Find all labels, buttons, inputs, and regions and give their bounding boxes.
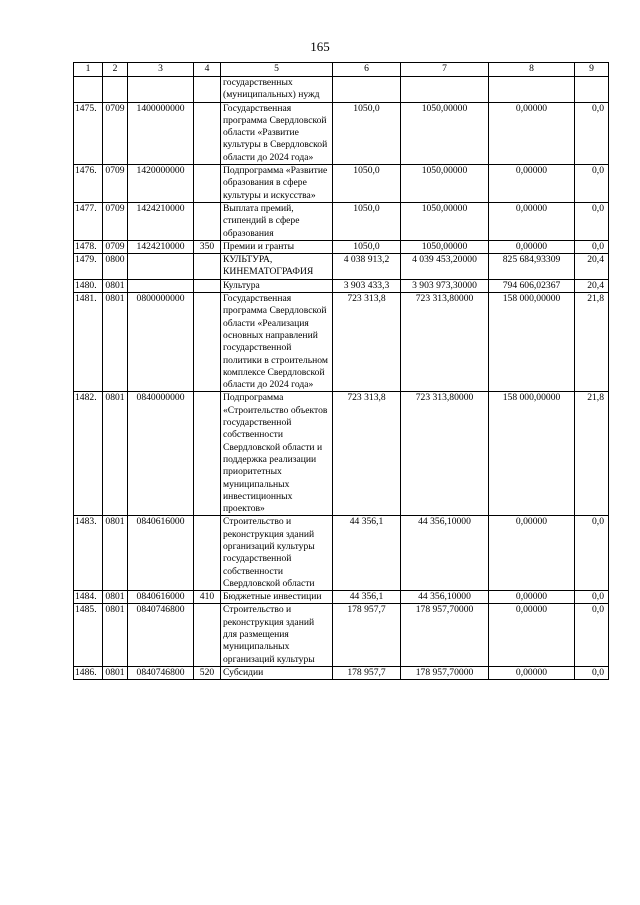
percent-value: 20,4 xyxy=(575,254,609,280)
table-row xyxy=(74,279,609,292)
row-number xyxy=(74,77,103,103)
plan-value: 44 356,1 xyxy=(333,591,401,604)
expense-type xyxy=(194,77,221,103)
row-number: 1483. xyxy=(74,516,103,591)
section-code: 0801 xyxy=(103,604,128,666)
target-code xyxy=(128,77,194,103)
executed-value: 825 684,93309 xyxy=(489,254,575,280)
table-row xyxy=(74,254,609,280)
percent-value: 0,0 xyxy=(575,165,609,203)
target-code: 1400000000 xyxy=(128,102,194,164)
percent-value: 0,0 xyxy=(575,591,609,604)
section-code: 0709 xyxy=(103,165,128,203)
row-number: 1484. xyxy=(74,591,103,604)
header-cell: 3 xyxy=(128,63,194,77)
row-number: 1476. xyxy=(74,165,103,203)
target-code: 0840000000 xyxy=(128,392,194,516)
table-row xyxy=(74,516,609,591)
row-number: 1485. xyxy=(74,604,103,666)
percent-value xyxy=(575,77,609,103)
item-name: Подпрограмма «Строительство объектов государственной собственности Свердловской области и поддержка реализации приоритетных муниципальных инвестиционных проектов» xyxy=(221,392,333,516)
executed-value: 158 000,00000 xyxy=(489,293,575,392)
table-row xyxy=(74,591,609,604)
header-cell: 7 xyxy=(401,63,489,77)
expense-type xyxy=(194,279,221,292)
percent-value: 0,0 xyxy=(575,666,609,679)
plan-value: 723 313,8 xyxy=(333,392,401,516)
section-code: 0801 xyxy=(103,392,128,516)
percent-value: 0,0 xyxy=(575,240,609,253)
row-number: 1481. xyxy=(74,293,103,392)
target-code xyxy=(128,279,194,292)
percent-value: 0,0 xyxy=(575,604,609,666)
approved-value: 178 957,70000 xyxy=(401,604,489,666)
target-code: 0840746800 xyxy=(128,604,194,666)
header-cell: 6 xyxy=(333,63,401,77)
approved-value: 3 903 973,30000 xyxy=(401,279,489,292)
approved-value: 1050,00000 xyxy=(401,202,489,240)
expense-type xyxy=(194,165,221,203)
item-name: Культура xyxy=(221,279,333,292)
executed-value: 0,00000 xyxy=(489,604,575,666)
section-code: 0709 xyxy=(103,202,128,240)
percent-value: 0,0 xyxy=(575,202,609,240)
executed-value: 0,00000 xyxy=(489,666,575,679)
item-name: Государственная программа Свердловской области «Реализация основных направлений государственной политики в строительном комплексе Свердловской области до 2024 года» xyxy=(221,293,333,392)
item-name: Строительство и реконструкция зданий организаций культуры государственной собственности Свердловской области xyxy=(221,516,333,591)
target-code: 1424210000 xyxy=(128,202,194,240)
table-row xyxy=(74,240,609,253)
row-number: 1486. xyxy=(74,666,103,679)
table-row xyxy=(74,604,609,666)
approved-value: 723 313,80000 xyxy=(401,392,489,516)
percent-value: 0,0 xyxy=(575,102,609,164)
expense-type xyxy=(194,293,221,392)
expense-type xyxy=(194,202,221,240)
header-row xyxy=(74,63,609,77)
row-number: 1479. xyxy=(74,254,103,280)
section-code: 0800 xyxy=(103,254,128,280)
plan-value: 178 957,7 xyxy=(333,666,401,679)
section-code: 0801 xyxy=(103,591,128,604)
header-cell: 8 xyxy=(489,63,575,77)
approved-value: 44 356,10000 xyxy=(401,516,489,591)
table-row xyxy=(74,202,609,240)
executed-value: 158 000,00000 xyxy=(489,392,575,516)
table-row xyxy=(74,293,609,392)
percent-value: 0,0 xyxy=(575,516,609,591)
item-name: Бюджетные инвестиции xyxy=(221,591,333,604)
plan-value: 1050,0 xyxy=(333,240,401,253)
plan-value: 1050,0 xyxy=(333,102,401,164)
table-row xyxy=(74,77,609,103)
item-name: государственных (муниципальных) нужд xyxy=(221,77,333,103)
target-code: 1424210000 xyxy=(128,240,194,253)
target-code: 0840616000 xyxy=(128,591,194,604)
section-code: 0801 xyxy=(103,516,128,591)
plan-value xyxy=(333,77,401,103)
header-cell: 5 xyxy=(221,63,333,77)
executed-value: 0,00000 xyxy=(489,591,575,604)
percent-value: 21,8 xyxy=(575,293,609,392)
table-row xyxy=(74,165,609,203)
item-name: КУЛЬТУРА, КИНЕМАТОГРАФИЯ xyxy=(221,254,333,280)
item-name: Выплата премий, стипендий в сфере образования xyxy=(221,202,333,240)
budget-table xyxy=(73,62,609,680)
approved-value: 1050,00000 xyxy=(401,102,489,164)
executed-value: 0,00000 xyxy=(489,102,575,164)
table-row xyxy=(74,102,609,164)
approved-value xyxy=(401,77,489,103)
plan-value: 4 038 913,2 xyxy=(333,254,401,280)
approved-value: 4 039 453,20000 xyxy=(401,254,489,280)
target-code: 0840746800 xyxy=(128,666,194,679)
table-row xyxy=(74,392,609,516)
executed-value: 0,00000 xyxy=(489,165,575,203)
approved-value: 1050,00000 xyxy=(401,165,489,203)
expense-type xyxy=(194,254,221,280)
plan-value: 1050,0 xyxy=(333,165,401,203)
approved-value: 1050,00000 xyxy=(401,240,489,253)
executed-value: 794 606,02367 xyxy=(489,279,575,292)
section-code: 0801 xyxy=(103,293,128,392)
expense-type: 410 xyxy=(194,591,221,604)
page-number: 165 xyxy=(310,39,330,54)
item-name: Строительство и реконструкция зданий для размещения муниципальных организаций культуры xyxy=(221,604,333,666)
executed-value: 0,00000 xyxy=(489,202,575,240)
target-code: 0800000000 xyxy=(128,293,194,392)
header-cell: 4 xyxy=(194,63,221,77)
target-code: 0840616000 xyxy=(128,516,194,591)
executed-value: 0,00000 xyxy=(489,240,575,253)
approved-value: 723 313,80000 xyxy=(401,293,489,392)
expense-type: 350 xyxy=(194,240,221,253)
row-number: 1477. xyxy=(74,202,103,240)
target-code xyxy=(128,254,194,280)
row-number: 1480. xyxy=(74,279,103,292)
header-cell: 1 xyxy=(74,63,103,77)
target-code: 1420000000 xyxy=(128,165,194,203)
section-code xyxy=(103,77,128,103)
plan-value: 3 903 433,3 xyxy=(333,279,401,292)
item-name: Премии и гранты xyxy=(221,240,333,253)
expense-type xyxy=(194,102,221,164)
row-number: 1478. xyxy=(74,240,103,253)
table-row xyxy=(74,666,609,679)
approved-value: 178 957,70000 xyxy=(401,666,489,679)
plan-value: 723 313,8 xyxy=(333,293,401,392)
section-code: 0709 xyxy=(103,102,128,164)
section-code: 0801 xyxy=(103,279,128,292)
executed-value xyxy=(489,77,575,103)
item-name: Государственная программа Свердловской области «Развитие культуры в Свердловской области до 2024 года» xyxy=(221,102,333,164)
percent-value: 20,4 xyxy=(575,279,609,292)
item-name: Подпрограмма «Развитие образования в сфере культуры и искусства» xyxy=(221,165,333,203)
plan-value: 1050,0 xyxy=(333,202,401,240)
row-number: 1482. xyxy=(74,392,103,516)
header-cell: 9 xyxy=(575,63,609,77)
plan-value: 44 356,1 xyxy=(333,516,401,591)
expense-type: 520 xyxy=(194,666,221,679)
expense-type xyxy=(194,392,221,516)
approved-value: 44 356,10000 xyxy=(401,591,489,604)
executed-value: 0,00000 xyxy=(489,516,575,591)
plan-value: 178 957,7 xyxy=(333,604,401,666)
expense-type xyxy=(194,516,221,591)
percent-value: 21,8 xyxy=(575,392,609,516)
row-number: 1475. xyxy=(74,102,103,164)
expense-type xyxy=(194,604,221,666)
header-cell: 2 xyxy=(103,63,128,77)
section-code: 0801 xyxy=(103,666,128,679)
section-code: 0709 xyxy=(103,240,128,253)
item-name: Субсидии xyxy=(221,666,333,679)
